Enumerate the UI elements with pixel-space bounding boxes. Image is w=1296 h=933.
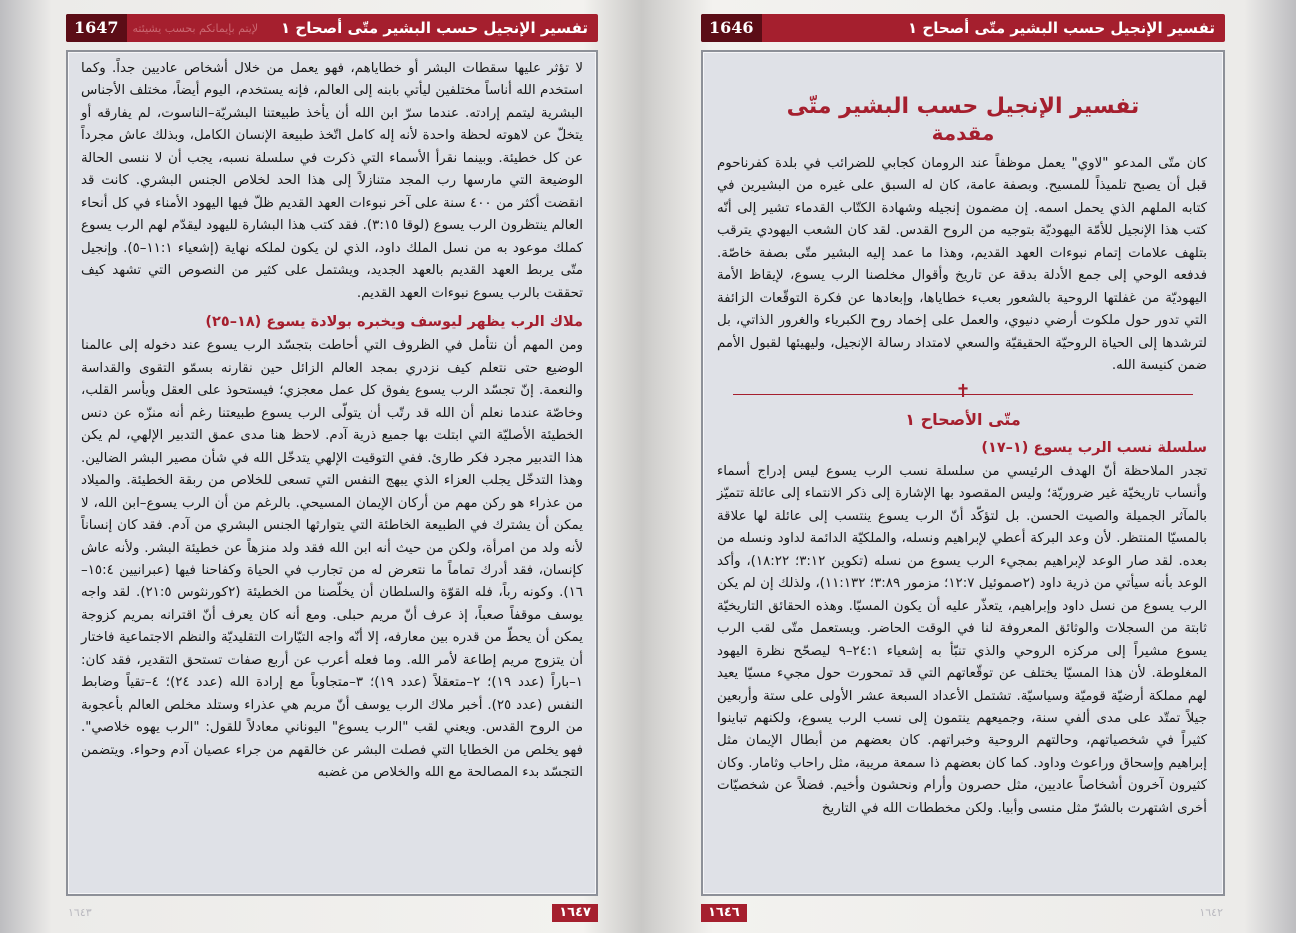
section-heading: ملاك الرب يظهر ليوسف ويخبره بولادة يسوع (١٨–٢٥) [205,313,583,330]
running-title: تفسير الإنجيل حسب البشير متّى أصحاح ١ [908,19,1215,37]
body-text [703,437,1223,821]
page-header [66,14,598,42]
section-heading: سلسلة نسب الرب يسوع (١–١٧) [981,439,1207,456]
chapter-heading: متّى الأصحاح ١ [905,409,1021,429]
page-number: 1647 [66,14,127,42]
bleed-through-number: ١٦٤٣ [68,906,92,919]
page-footer [66,904,598,922]
text-frame [66,50,598,896]
footer-page-number: ١٦٤٧ [552,904,598,922]
introduction-text [703,153,1223,378]
text-frame [701,50,1225,896]
page-header [701,14,1225,42]
footer-page-number: ١٦٤٦ [701,904,747,922]
cross-icon: ✝ [955,380,971,402]
page-number: 1646 [701,14,762,42]
cross-divider [733,380,1193,404]
introduction-heading: مقدمة [931,121,995,145]
page-footer [701,904,1225,922]
paragraph: تجدر الملاحظة أنّ الهدف الرئيسي من سلسلة نسب الرب يسوع ليس إدراج أسماء وأنساب تاريخيّة غير ضروريّة؛ وليس المقصود بها الإشارة إلى ذكر الانتماء إلى عائلة تتميّز بالمآثر الجميلة والصيت الحسن. بل لتؤكّد أنّ الرب يسوع ينتسب إلى عائلة لها علاقة بالمسيّا المنتظر. لأن وعد البركة أعطي لإبراهيم ونسله، والملكيّة الدائمة لداود ونسله من بعده. لقد صار الوعد لإبراهيم بمجيء الرب يسوع من نسله (تكوين ٣:١٢؛ ١٨:٢٢)، وأكد الوعد بأنه سيأتي من ذرية داود (٢صموئيل ١٢:٧؛ مزمور ٣:٨٩؛ ١١:١٣٢)، ولذلك إن لم يكن الرب يسوع من نسل داود وإبراهيم، يتعذّر عليه أن يكون المسيّا. وهذه الحقائق التاريخيّة ثابتة من السجلات والوثائق المعروفة لنا في الوقت الحاضر. ويستعمل متّى لقب الرب يسوع مشيراً إلى مركزه الروحي والذي تنبّأ به إشعياء ٢٤:١–٩ ليصحّح نظرة اليهود المغلوطة. لأن هذا المسيّا يختلف عن توقّعاتهم التي قد تمحورت حول مجيء مسيّا يعيد لهم مملكة أرضيّة قوميّة وسياسيّة. تشتمل الأعداد السبعة عشر الأولى على ستة وأربعين جيلاً تمتّد على مدى ألفي سنة، وجميعهم ينتمون إلى نسب الرب يسوع، ولكنهم تباينوا كثيراً في شخصياتهم، وحالتهم الروحية وخبراتهم. كان بعضهم من أبطال الإيمان مثل إبراهيم وإسحاق وراعوث وداود. كما كان بعضهم ذا سمعة مريبة، مثل راحاب وثامار. وكان كثيرون آخرون أشخاصاً عاديين، مثل حصرون وأرام ونحشون وأخيم. فضلاً عن شخصيّات أخرى اشتهرت بالشرّ مثل منسى وأبيا. ولكن مخططات الله في التاريخ [717,463,1208,816]
body-text [68,52,596,785]
paragraph: كان متّى المدعو "لاوي" يعمل موظفاً عند الرومان كجابي للضرائب في بلدة كفرناحوم قبل أن يصبح تلميذاً للمسيح. وبصفة عامة، كان له السبق على غيره من البشيرين في كتابه الملهم الذي يحمل اسمه. إن مضمون إنجيله وشهادة الكتّاب القدماء تشير إلى أنّه كتب هذا الإنجيل للأمّة اليهوديّة بتوجيه من الروح القدس. لقد كان الشعب اليهودي يترقب بتلهف علامات إتمام نبوءات العهد القديم، وهذا ما عمد إليه البشير متّى بصفة خاصّة. فدفعه الوحي إلى جمع الأدلة بدقة عن تاريخ وأقوال مخلصنا الرب يسوع، لإيقاظ الأمة اليهوديّة من غفلتها الروحية بالشعور بعبء خطاياها، وإبعادها عن فكرة التوقّعات الزائفة التي تدور حول ملكوت أرضي دنيوي، والعمل على إخماد روح الكبرياء والغرور الذاتي، بل لترشدها إلى الحياة الروحيّة الحقيقيّة والسعي لامتداد رسالة الإنجيل، وليهيئها لقبول الأمم ضمن كنيسة الله. [717,156,1207,374]
left-page [0,0,640,933]
paragraph: لا تؤثر عليها سقطات البشر أو خطاياهم، فهو يعمل من خلال أشخاص عاديين جداً. وكما استخدم الله أناساً مختلفين ليأتي بابنه إلى العالم، فإنه يستخدم، اليوم أيضاً، مختلف الأجناس البشرية ليتمم إرادته. عندما سرّ ابن الله أن يأخذ طبيعتنا البشريّة–الناسوت، لم يفارقه أو يتخلّ عن لاهوته لحظة واحدة لأنه إله كامل اتّخذ طبيعة الإنسان الكامل، وبذلك عاش مجرداً عن كل خطيئة. وبينما نقرأ الأسماء التي ذكرت في سلسلة نسبه، يجب أن لا ننسى الحالة الوضيعة التي مارسها رب المجد متنازلاً إلى هذا الحد لخلاص الجنس البشري. كانت قد انقضت أكثر من ٤٠٠ سنة على آخر نبوءات العهد القديم ظلّ فيها اليهود الأمناء في كل أنحاء العالم ينتظرون الرب يسوع (لوقا ٣:١٥). فقد كتب هذا البشارة لليهود ليقدّم لهم الرب يسوع كملك موعود به من نسل الملك داود، الذي لن يكون لملكه نهاية (إشعياء ١١:١–٥). وإنجيل متّى يربط العهد القديم بالعهد الجديد، ويشتمل على كثير من النصوص التي تشهد كيف تحققت بالرب يسوع نبوءات العهد القديم. [81,61,583,301]
bleed-through-number: ١٦٤٢ [1199,906,1223,919]
book-title: تفسير الإنجيل حسب البشير متّى [786,94,1140,119]
paragraph: ومن المهم أن نتأمل في الظروف التي أحاطت بتجسّد الرب يسوع عند دخوله إلى عالمنا الوضيع حتى نتعلم كيف نزدري بمجد العالم الزائل حين نقارنه بسمّو التقوى والقداسة والنعمة. إنّ تجسّد الرب يسوع يفوق كل عمل معجزي؛ فيستحوذ على العقل ويأسر القلب، وخاصّة عندما نعلم أن الله قد رتّب أن يتولّى الرب يسوع طبيعتنا رغم أنه منزّه عن دنس الخطيئة الأصليّة التي ابتلت بها جميع ذرية آدم. لاحظ هنا مدى عمق التدبير الإلهي، لم يكن هذا التدبير مجرد فكر طارئ. ففي التوقيت الإلهي يتدخّل الله في شأن مصير البشر الضالين. وهذا التدخّل يجلب العزاء الذي يبهج النفس التي تسعى للخلاص من ربقة الخطيئة. والميلاد من عذراء هو ركن مهم من أركان الإيمان المسيحي. بالرغم من أن الرب يسوع–ابن الله، لا يمكن أن يشترك في الطبيعة الخاطئة التي يتوارثها الجنس البشري من آدم. فقد كان إنساناً لأنه ولد من امرأة، ولكن من حيث أنه ابن الله فقد ولد منزهاً عن خطيئة البشر. ولأنه عاش كإنسان، فقد أدرك تماماً ما نتعرض له من تجارب في الحياة وكفاحنا فيها (عبرانيين ١٥:٤–١٦). وكونه رباً، فله القوّة والسلطان أن يخلّصنا من الخطيئة (٢كورنثوس ٢١:٥). لقد واجه يوسف موقفاً صعباً، إذ عرف أنّ مريم حبلى. ومع أنه كان يعرف أنّ اقترانه بمريم كزوجة يمكن أن يحطّ من قدره بين معارفه، إلا أنّه واجه التيّارات التقليديّة والنظم الاجتماعية فاختار أن يتزوج مريم إطاعة لأمر الله. وما فعله أعرب عن أربع صفات تستحق التقدير، فقد كان: ١–باراً (عدد ١٩)؛ ٢–متعقلاً (عدد ١٩)؛ ٣–متجاوباً مع إرادة الله (عدد ٢٤)؛ ٤–تقياً وضابط النفس (عدد ٢٥). أخبر ملاك الرب يوسف أنّ مريم هي عذراء وستلد مخلص العالم بأعجوبة من الروح القدس. ويعني لقب "الرب يسوع" اليوناني معادلاً للقول: "الرب يهوه خلاصي". فهو يخلص من الخطايا التي فصلت البشر عن خالقهم من جراء عصيان آدم وحواء. ويتضمن التجسّد بدء المصالحة مع الله والخلاص من غضبه [81,338,584,781]
bleed-through-text: لإيتم بإيمانكم بحسب يشيئته [132,21,259,35]
running-title: تفسير الإنجيل حسب البشير متّى أصحاح ١ [281,19,588,37]
